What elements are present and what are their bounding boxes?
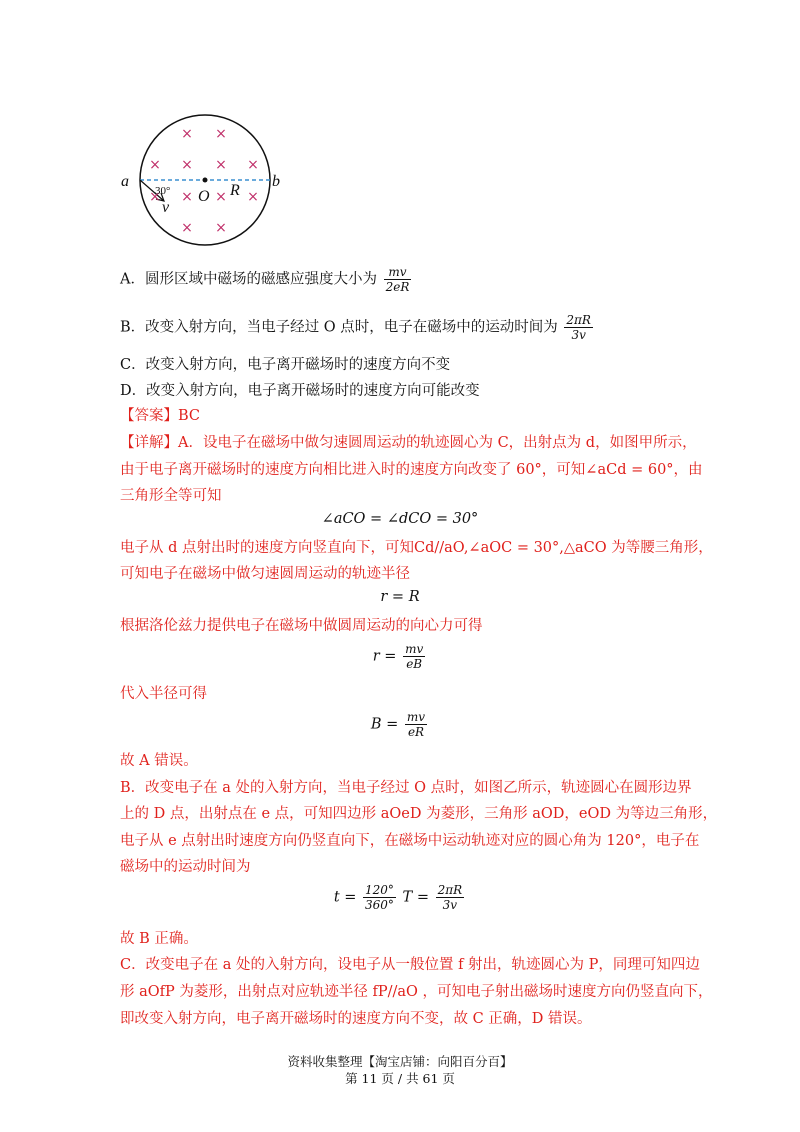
field-mark: × xyxy=(215,126,227,142)
detail-line: 故 A 错误。 xyxy=(120,753,198,769)
detail-line: 三角形全等可知 xyxy=(120,488,222,504)
option-a: A．圆形区域中磁场的磁感应强度大小为 $\frac{mv}{2eR}$ xyxy=(120,265,410,294)
label-v: v xyxy=(162,199,170,216)
field-mark: × xyxy=(247,189,259,205)
field-mark: × xyxy=(181,189,193,205)
option-c: C．改变入射方向，电子离开磁场时的速度方向不变 xyxy=(120,357,451,373)
field-mark: × xyxy=(247,157,259,173)
label-R: R xyxy=(230,182,240,199)
label-a: a xyxy=(121,173,129,190)
magnetic-field-figure xyxy=(110,108,290,253)
detail-line: 形 aOfP 为菱形，出射点对应轨迹半径 fP//aO ，可知电子射出磁场时速度方向仍竖直向下， xyxy=(120,984,713,1000)
field-mark: × xyxy=(181,126,193,142)
detail-line: 故 B 正确。 xyxy=(120,931,198,947)
equation-4: B = $\frac{mv}{eR}$ xyxy=(370,710,426,739)
option-b: B．改变入射方向，当电子经过 O 点时，电子在磁场中的运动时间为 $\frac{2\pi R}{3v}$ xyxy=(120,313,591,342)
label-O: O xyxy=(198,188,210,205)
equation-3: r = $\frac{mv}{eB}$ xyxy=(372,642,424,671)
detail-line: C．改变电子在 a 处的入射方向，设电子从一般位置 f 射出，轨迹圆心为 P，同理可知四边 xyxy=(120,957,700,973)
option-d: D．改变入射方向，电子离开磁场时的速度方向可能改变 xyxy=(120,383,480,399)
detail-line: 由于电子离开磁场时的速度方向相比进入时的速度方向改变了 60°，可知∠aCd = 60°，由 xyxy=(120,462,703,478)
detail-line: 上的 D 点，出射点在 e 点，可知四边形 aOeD 为菱形，三角形 aOD，eOD 为等边三角形， xyxy=(120,806,718,822)
detail-line: 即改变入射方向，电子离开磁场时的速度方向不变，故 C 正确，D 错误。 xyxy=(120,1011,592,1027)
detail-line: 电子从 e 点射出时速度方向仍竖直向下，在磁场中运动轨迹对应的圆心角为 120°，电子在 xyxy=(120,833,700,849)
detail-line: 磁场中的运动时间为 xyxy=(120,859,251,875)
detail-line: 根据洛伦兹力提供电子在磁场中做圆周运动的向心力可得 xyxy=(120,618,483,634)
detail-line: 电子从 d 点射出时的速度方向竖直向下，可知Cd//aO,∠aOC = 30°,△aCO 为等腰三角形， xyxy=(120,540,713,556)
footer-source: 资料收集整理【淘宝店铺：向阳百分百】 xyxy=(287,1054,513,1069)
answer: 【答案】BC xyxy=(120,408,201,424)
field-mark: × xyxy=(215,189,227,205)
field-mark: × xyxy=(149,157,161,173)
detail-line: 【详解】A．设电子在磁场中做匀速圆周运动的轨迹圆心为 C，出射点为 d，如图甲所示， xyxy=(120,435,697,451)
field-mark: × xyxy=(181,220,193,236)
detail-line: 代入半径可得 xyxy=(120,686,207,702)
center-dot xyxy=(203,178,208,183)
detail-line: B．改变电子在 a 处的入射方向，当电子经过 O 点时，如图乙所示，轨迹圆心在圆形边界 xyxy=(120,780,692,796)
equation-1: ∠aCO = ∠dCO = 30° xyxy=(321,511,479,527)
field-mark: × xyxy=(215,157,227,173)
option-a-fraction: $\frac{mv}{2eR}$ xyxy=(385,265,410,294)
footer-page-number: 第 11 页 / 共 61 页 xyxy=(345,1071,455,1086)
equation-2: r = R xyxy=(380,589,420,605)
label-b: b xyxy=(272,173,280,190)
detail-line: 可知电子在磁场中做匀速圆周运动的轨迹半径 xyxy=(120,566,410,582)
option-b-fraction: $\frac{2\pi R}{3v}$ xyxy=(566,313,591,342)
field-mark: × xyxy=(215,220,227,236)
equation-5: t = $\frac{120^\circ}{360^\circ}$ T = $\frac{2\pi R}{3v}$ xyxy=(333,883,463,912)
angle-label: 30° xyxy=(155,185,171,197)
field-mark: × xyxy=(181,157,193,173)
field-mark: × xyxy=(149,189,161,205)
